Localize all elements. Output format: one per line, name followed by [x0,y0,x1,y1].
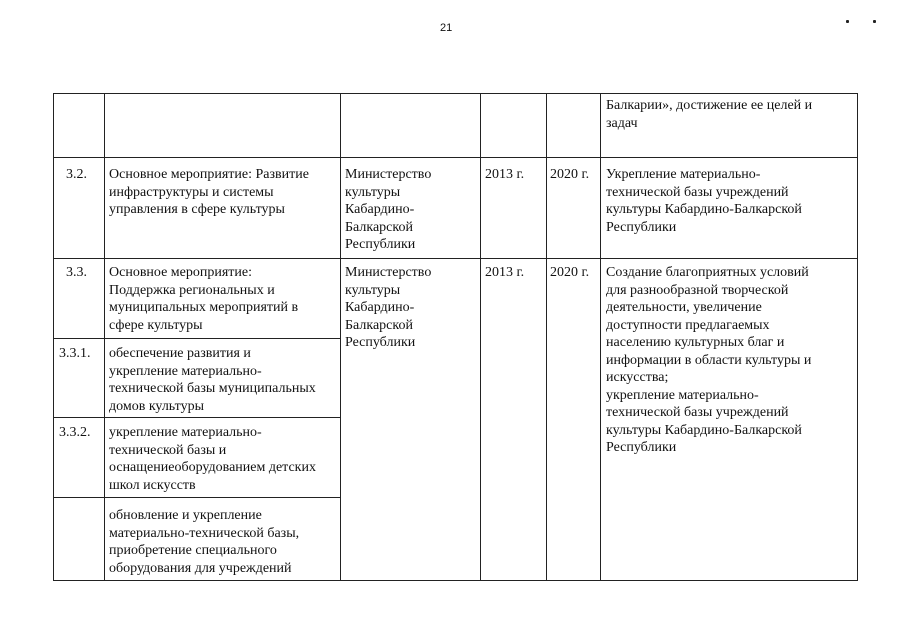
row-number: 3.3.1. [59,346,91,361]
end-year: 2020 г. [550,265,590,280]
executor-cell: Министерство культуры Кабардино- Балкарской Республики [345,265,432,350]
activity-title: укрепление материально- технической базы и оснащениеоборудованием детских школ искусств [109,425,316,493]
row-number: 3.2. [66,167,87,182]
result-cell: Укрепление материально- технической базы учреждений культуры Кабардино-Балкарской Республики [606,167,802,235]
result-cell: Балкарии», достижение ее целей и задач [606,98,813,131]
activity-title: обеспечение развития и укрепление материально- технической базы муниципальных домов культуры [109,346,316,414]
page-number: 21 [440,22,453,34]
row-number: 3.3.2. [59,425,91,440]
activity-title: обновление и укрепление материально-технической базы, приобретение специального оборудования для учреждений [109,508,300,576]
scan-mark [873,20,876,23]
end-year: 2020 г. [550,167,590,182]
executor-cell: Министерство культуры Кабардино- Балкарской Республики [345,167,432,252]
row-number: 3.3. [66,265,87,280]
result-cell: Создание благоприятных условий для разнообразной творческой деятельности, увеличение доступности предлагаемых населению культурных благ и информации в области культуры и искусства; укрепление материально- технической базы учреждений культуры Кабардино-Балкарской Республики [606,265,812,455]
start-year: 2013 г. [485,167,525,182]
scan-mark [846,20,849,23]
activity-title: Основное мероприятие: Поддержка региональных и муниципальных мероприятий в сфере культуры [109,265,299,333]
activity-title: Основное мероприятие: Развитие инфраструктуры и системы управления в сфере культуры [109,167,309,217]
start-year: 2013 г. [485,265,525,280]
